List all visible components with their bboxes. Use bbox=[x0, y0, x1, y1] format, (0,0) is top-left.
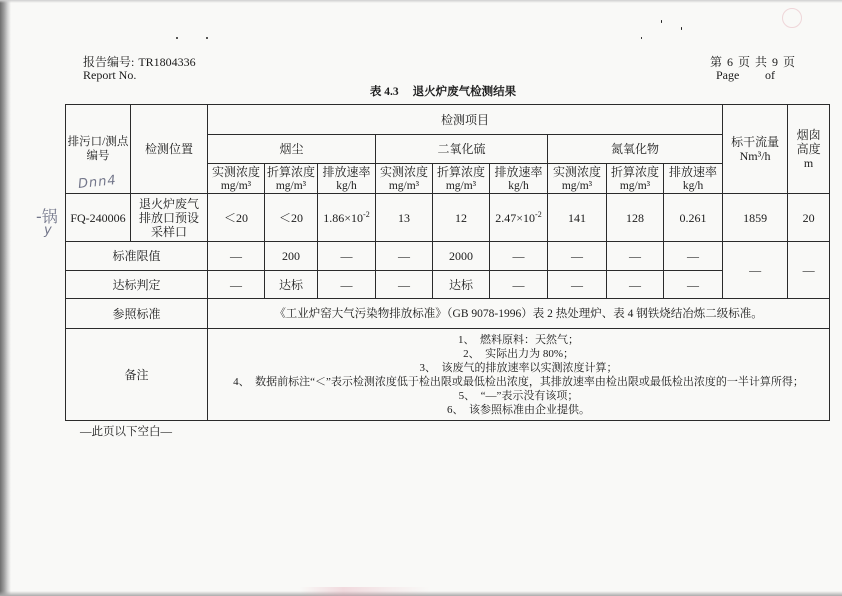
reference-row bbox=[66, 299, 830, 329]
report-number-label: 报告编号: bbox=[83, 55, 135, 69]
header-sub-label: 折算浓度 bbox=[266, 164, 315, 179]
compliance-cell: — bbox=[607, 271, 664, 299]
blank-below-notice: —此页以下空白— bbox=[80, 426, 172, 438]
header-sub-unit: kg/h bbox=[336, 179, 357, 192]
so2-rate-value: 2.47×10 bbox=[495, 210, 536, 225]
header-outlet-line1: 排污口/测点 bbox=[67, 136, 129, 148]
header-sub-unit: kg/h bbox=[682, 179, 704, 192]
limit-cell: — bbox=[607, 242, 664, 271]
watermark-mark bbox=[782, 8, 802, 28]
so2-measured-cell: 13 bbox=[376, 194, 433, 242]
results-table bbox=[65, 104, 830, 421]
header-sub-label: 实测浓度 bbox=[552, 164, 601, 179]
so2-converted-cell: 12 bbox=[433, 194, 490, 242]
note-item: 2、 实际出力为 80%； bbox=[463, 347, 574, 360]
handwritten-mark: -锅 bbox=[36, 207, 58, 226]
header-group-nox: 氮氧化物 bbox=[548, 135, 723, 164]
limits-row bbox=[66, 242, 830, 271]
so2-rate-exponent: -2 bbox=[535, 209, 542, 219]
compliance-cell: — bbox=[664, 271, 723, 299]
header-sub bbox=[376, 164, 433, 194]
nox-measured-cell: 141 bbox=[548, 194, 607, 242]
compliance-cell: — bbox=[548, 271, 607, 299]
header-height-line1: 烟囱 bbox=[796, 128, 821, 142]
header-flow-label: 标干流量 bbox=[731, 135, 780, 149]
stack-height-cell: 20 bbox=[788, 194, 830, 242]
compliance-cell: — bbox=[490, 271, 548, 299]
compliance-cell: 达标 bbox=[265, 271, 318, 299]
header-sub bbox=[265, 164, 318, 194]
header-sub-label: 实测浓度 bbox=[379, 164, 428, 179]
header-height-unit: m bbox=[803, 156, 814, 170]
page-indicator-cn: 第 6 页 共 9 页 bbox=[710, 55, 796, 69]
compliance-row bbox=[66, 271, 830, 299]
so2-rate-cell bbox=[490, 194, 548, 242]
header-flow-unit: Nm³/h bbox=[739, 149, 771, 163]
notes-row bbox=[66, 329, 830, 421]
limit-flow-cell: — bbox=[723, 242, 788, 299]
report-number-value: TR1804336 bbox=[138, 55, 196, 69]
scan-speck bbox=[641, 37, 642, 39]
notes-list bbox=[208, 329, 830, 421]
scan-speck bbox=[206, 37, 208, 39]
limit-cell: 2000 bbox=[433, 242, 490, 271]
header-sub bbox=[548, 164, 607, 194]
header-sub-unit: mg/m³ bbox=[561, 179, 593, 192]
dust-rate-value: 1.86×10 bbox=[323, 210, 364, 225]
limits-label: 标准限值 bbox=[66, 242, 208, 271]
handwritten-mark: y bbox=[44, 223, 52, 238]
nox-rate-cell: 0.261 bbox=[664, 194, 723, 242]
report-number-en: Report No. bbox=[83, 68, 137, 82]
data-row bbox=[66, 194, 830, 242]
handwritten-mark: Dnn4 bbox=[77, 173, 118, 192]
dust-converted-cell: ＜20 bbox=[265, 194, 318, 242]
location-line: 排放口预设 bbox=[138, 210, 199, 225]
header-sub-unit: mg/m³ bbox=[445, 179, 477, 192]
page-indicator-en-of: of bbox=[765, 68, 775, 82]
header-test-items: 检测项目 bbox=[208, 105, 723, 135]
compliance-cell: — bbox=[208, 271, 265, 299]
compliance-cell: 达标 bbox=[433, 271, 490, 299]
header-sub-label: 排放速率 bbox=[494, 164, 543, 179]
header-sub-label: 折算浓度 bbox=[610, 164, 659, 179]
flow-cell: 1859 bbox=[723, 194, 788, 242]
dust-rate-cell bbox=[318, 194, 376, 242]
header-sub-label: 折算浓度 bbox=[436, 164, 485, 179]
compliance-label: 达标判定 bbox=[66, 271, 208, 299]
header-sub-unit: kg/h bbox=[508, 179, 529, 192]
header-sub bbox=[607, 164, 664, 194]
scan-edge-left bbox=[0, 0, 11, 596]
limit-cell: — bbox=[664, 242, 723, 271]
table-title-number: 表 4.3 bbox=[369, 86, 399, 98]
location-cell bbox=[131, 194, 208, 242]
scan-edge-top bbox=[0, 0, 842, 3]
scan-speck bbox=[661, 20, 662, 23]
table-title-text: 退火炉废气检测结果 bbox=[412, 86, 517, 98]
note-item: 3、 该废气的排放速率以实测浓度计算； bbox=[419, 361, 618, 374]
limit-cell: — bbox=[318, 242, 376, 271]
header-sub bbox=[433, 164, 490, 194]
header-sub bbox=[490, 164, 548, 194]
limit-cell: — bbox=[548, 242, 607, 271]
table-title bbox=[61, 85, 825, 99]
limit-cell: — bbox=[376, 242, 433, 271]
header-sub-unit: mg/m³ bbox=[275, 179, 307, 192]
reference-standard-text: 《工业炉窑大气污染物排放标准》（GB 9078-1996）表 2 热处理炉、表 4 钢铁烧结冶炼二级标准。 bbox=[208, 299, 830, 329]
dust-rate-exponent: -2 bbox=[363, 209, 370, 219]
report-number bbox=[83, 55, 196, 69]
limit-cell: — bbox=[208, 242, 265, 271]
note-item: 1、 燃料原料：天然气； bbox=[458, 333, 580, 346]
scan-speck bbox=[681, 27, 682, 30]
location-line: 采样口 bbox=[150, 224, 187, 239]
header-group-so2: 二氧化硫 bbox=[376, 135, 548, 164]
dust-measured-cell: ＜20 bbox=[208, 194, 265, 242]
header-stack-height bbox=[788, 105, 830, 194]
header-outlet-line2: 编号 bbox=[86, 150, 110, 162]
header-sub bbox=[208, 164, 265, 194]
compliance-cell: — bbox=[376, 271, 433, 299]
header-sub-label: 实测浓度 bbox=[211, 164, 260, 179]
note-item: 6、 该参照标准由企业提供。 bbox=[447, 403, 591, 416]
header-row-items bbox=[66, 105, 830, 135]
header-location: 检测位置 bbox=[131, 105, 208, 194]
limit-height-cell: — bbox=[788, 242, 830, 299]
header-sub bbox=[318, 164, 376, 194]
compliance-cell: — bbox=[318, 271, 376, 299]
scan-speck bbox=[176, 37, 178, 39]
header-sub bbox=[664, 164, 723, 194]
outlet-id-cell: FQ-240006 bbox=[66, 194, 131, 242]
limit-cell: 200 bbox=[265, 242, 318, 271]
reference-label: 参照标准 bbox=[66, 299, 208, 329]
limit-cell: — bbox=[490, 242, 548, 271]
page-indicator-en-page: Page bbox=[716, 68, 740, 82]
header-sub-label: 排放速率 bbox=[669, 164, 718, 179]
header-flow bbox=[723, 105, 788, 194]
header-sub-unit: mg/m³ bbox=[388, 179, 420, 192]
header-sub-label: 排放速率 bbox=[322, 164, 371, 179]
notes-label: 备注 bbox=[66, 329, 208, 421]
nox-converted-cell: 128 bbox=[607, 194, 664, 242]
note-item: 5、 “—”表示没有该项； bbox=[458, 389, 579, 402]
header-height-line2: 高度 bbox=[796, 142, 821, 156]
note-item: 4、 数据前标注“＜”表示检测浓度低于检出限或最低检出浓度，其排放速率由检出限或最低检出浓度的一半计算所得； bbox=[233, 375, 804, 388]
header-sub-unit: mg/m³ bbox=[619, 179, 651, 192]
location-line: 退火炉废气 bbox=[138, 196, 199, 211]
header-sub-unit: mg/m³ bbox=[220, 179, 252, 192]
stamp-bleed bbox=[300, 587, 430, 596]
header-group-dust: 烟尘 bbox=[208, 135, 376, 164]
